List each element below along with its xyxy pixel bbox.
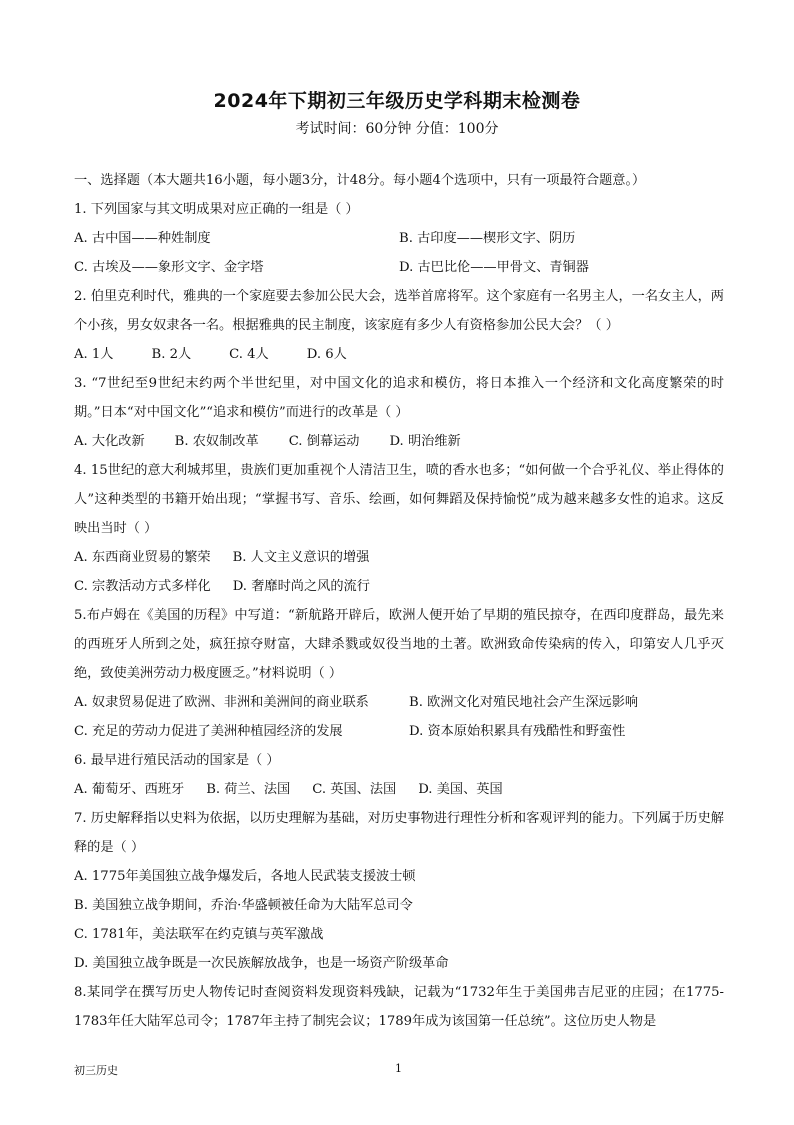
option-c: C. 充足的劳动力促进了美洲种植园经济的发展 [74,724,343,739]
option-a: A. 东西商业贸易的繁荣 [74,550,211,565]
question-6-stem: 6. 最早进行殖民活动的国家是（ ） [74,753,280,768]
page-number: 1 [395,1062,402,1075]
option-c: C. 4人 [229,347,269,362]
question-4-options [74,543,724,572]
question-1-options-row2 [74,253,724,282]
question-7-stem: 7. 历史解释指以史料为依据，以历史理解为基础，对历史事物进行理性分析和客观评判的能力。下列属于历史解释的是（ ） [74,811,724,855]
option-c: C. 英国、法国 [312,782,397,797]
question-5-options [74,688,724,717]
question-8-stem: 8.某同学在撰写历史人物传记时查阅资料发现资料残缺，记载为“1732年生于美国弗吉尼亚的庄园；在1775-1783年任大陆军总司令；1787年主持了制宪会议；1789年成为该国第一任总统”。这位历史人物是 [74,985,724,1029]
option-b: B. 美国独立战争期间，乔治·华盛顿被任命为大陆军总司令 [74,898,413,913]
question-6-options [74,775,724,804]
option-a: A. 1775年美国独立战争爆发后，各地人民武装支援波士顿 [74,869,416,884]
question-5-options-row2 [74,717,724,746]
option-a: A. 大化改新 [74,434,145,449]
question-5-stem: 5.布卢姆在《美国的历程》中写道：“新航路开辟后，欧洲人便开始了早期的殖民掠夺，在西印度群岛，最先来的西班牙人所到之处，疯狂掠夺财富，大肆杀戮或奴役当地的土著。欧洲致命传染病的传入，印第安人几乎灭绝，致使美洲劳动力极度匮乏。”材料说明（ ） [74,608,724,681]
option-d: D. 美国、英国 [418,782,503,797]
question-4-stem: 4. 15世纪的意大利城邦里，贵族们更加重视个人清洁卫生，喷的香水也多；“如何做一个合乎礼仪、举止得体的人”这种类型的书籍开始出现；“掌握书写、音乐、绘画，如何舞蹈及保持愉悦”成为越来越多女性的追求。这反映出当时（ ） [74,463,724,536]
option-b: B. 古印度——楔形文字、阴历 [399,231,576,246]
question-1-stem: 1. 下列国家与其文明成果对应正确的一组是（ ） [74,202,359,217]
section-heading: 一、选择题（本大题共16小题，每小题3分，计48分。每小题4个选项中，只有一项最符合题意。） [74,173,646,188]
footer-subject: 初三历史 [74,1064,118,1077]
exam-info: 考试时间：60分钟 分值：100分 [295,121,499,137]
option-a: A. 古中国——种姓制度 [74,231,211,246]
option-a: A. 葡萄牙、西班牙 [74,782,185,797]
option-c: C. 1781年，美法联军在约克镇与英军激战 [74,927,324,942]
option-a: A. 奴隶贸易促进了欧洲、非洲和美洲间的商业联系 [74,695,369,710]
option-b: B. 农奴制改革 [174,434,259,449]
option-b: B. 2人 [151,347,192,362]
option-c: C. 宗教活动方式多样化 [74,579,211,594]
option-d: D. 古巴比伦——甲骨文、青铜器 [399,260,589,275]
question-1-options [74,224,724,253]
option-c: C. 倒幕运动 [288,434,360,449]
option-d: D. 奢靡时尚之风的流行 [232,579,370,594]
question-3-options [74,427,724,456]
option-d: D. 明治维新 [389,434,461,449]
question-2-options [74,340,724,369]
option-d: D. 美国独立战争既是一次民族解放战争，也是一场资产阶级革命 [74,956,449,971]
question-3-stem: 3. “7世纪至9世纪末约两个半世纪里，对中国文化的追求和模仿，将日本推入一个经济和文化高度繁荣的时期。”日本“对中国文化”“追求和模仿”而进行的改革是（ ） [74,376,724,420]
option-b: B. 荷兰、法国 [206,782,291,797]
question-2-stem: 2. 伯里克利时代，雅典的一个家庭要去参加公民大会，选举首席将军。这个家庭有一名男主人，一名女主人，两个小孩，男女奴隶各一名。根据雅典的民主制度，该家庭有多少人有资格参加公民大会？（ ） [74,289,724,333]
option-b: B. 人文主义意识的增强 [232,550,370,565]
option-d: D. 资本原始积累具有残酷性和野蛮性 [409,724,626,739]
question-4-options-row2 [74,572,724,601]
exam-title: 2024年下期初三年级历史学科期末检测卷 [213,90,581,112]
exam-content [74,166,724,1036]
option-d: D. 6人 [306,347,347,362]
option-a: A. 1人 [74,347,114,362]
option-c: C. 古埃及——象形文字、金字塔 [74,260,264,275]
option-b: B. 欧洲文化对殖民地社会产生深远影响 [409,695,639,710]
